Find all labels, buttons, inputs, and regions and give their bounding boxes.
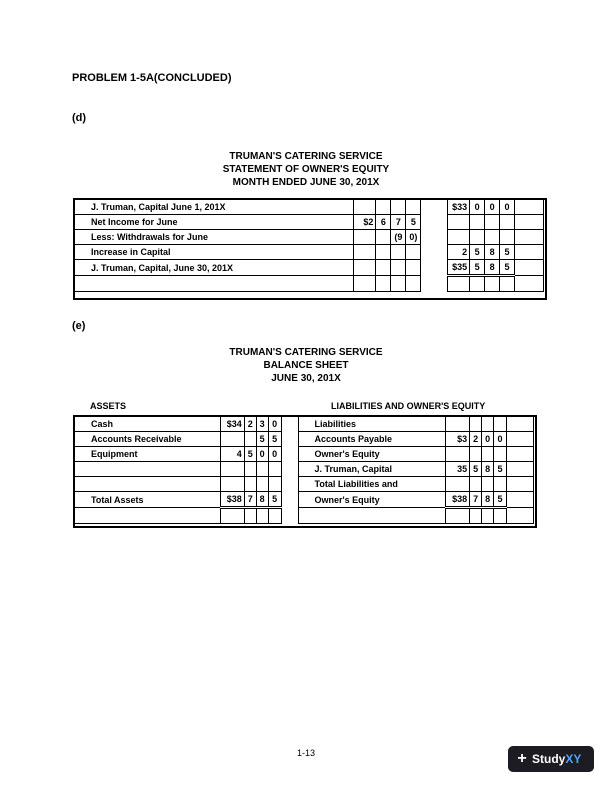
asset-description bbox=[75, 477, 221, 492]
asset-description: Accounts Receivable bbox=[75, 432, 221, 447]
asset-amount-digit: 5 bbox=[244, 447, 256, 462]
asset-amount-digit bbox=[220, 477, 244, 492]
asset-amount-digit bbox=[244, 462, 256, 477]
asset-amount-digit: $38 bbox=[220, 492, 244, 508]
table-row bbox=[75, 477, 534, 492]
asset-amount-digit bbox=[256, 508, 268, 524]
left-amount-digit bbox=[354, 276, 376, 292]
liability-amount-digit bbox=[482, 447, 494, 462]
liability-amount-digit: 8 bbox=[482, 492, 494, 508]
liability-amount-digit bbox=[470, 477, 482, 492]
part-d-statement-title: STATEMENT OF OWNER'S EQUITY bbox=[222, 164, 390, 175]
table-row bbox=[75, 276, 544, 292]
left-amount-digit bbox=[354, 200, 376, 215]
asset-amount-digit: $34 bbox=[220, 417, 244, 432]
liability-amount-digit: 5 bbox=[470, 462, 482, 477]
asset-amount-digit bbox=[256, 462, 268, 477]
asset-amount-digit: 0 bbox=[268, 417, 281, 432]
row-description bbox=[75, 276, 354, 292]
column-spacer bbox=[421, 276, 448, 292]
right-amount-digit: 0 bbox=[485, 200, 500, 215]
liability-amount-digit bbox=[482, 477, 494, 492]
table-row bbox=[75, 230, 544, 245]
table-row bbox=[75, 492, 534, 508]
liability-amount-digit bbox=[470, 508, 482, 524]
column-spacer bbox=[421, 230, 448, 245]
row-description: Net Income for June bbox=[75, 215, 354, 230]
trailing-cell bbox=[507, 417, 534, 432]
asset-amount-digit: 5 bbox=[256, 432, 268, 447]
right-amount-digit bbox=[500, 230, 515, 245]
liability-amount-digit bbox=[494, 447, 507, 462]
right-amount-digit: 5 bbox=[500, 260, 515, 276]
right-amount-digit bbox=[485, 215, 500, 230]
asset-amount-digit bbox=[220, 462, 244, 477]
left-amount-digit bbox=[406, 276, 421, 292]
left-amount-digit bbox=[391, 260, 406, 276]
column-spacer bbox=[421, 245, 448, 260]
badge-text: Study bbox=[532, 752, 566, 766]
column-spacer bbox=[281, 508, 298, 524]
plus-icon: + bbox=[517, 750, 527, 767]
liability-description: Owner's Equity bbox=[298, 447, 446, 462]
table-row bbox=[75, 245, 544, 260]
studyxy-badge[interactable] bbox=[508, 746, 594, 772]
asset-amount-digit bbox=[268, 477, 281, 492]
liability-amount-digit bbox=[494, 477, 507, 492]
right-amount-digit bbox=[485, 276, 500, 292]
right-amount-digit: 0 bbox=[500, 200, 515, 215]
right-amount-digit: 8 bbox=[485, 260, 500, 276]
left-amount-digit bbox=[376, 276, 391, 292]
asset-amount-digit bbox=[268, 508, 281, 524]
left-amount-digit: 7 bbox=[391, 215, 406, 230]
asset-description: Equipment bbox=[75, 447, 221, 462]
liability-description: Accounts Payable bbox=[298, 432, 446, 447]
asset-amount-digit bbox=[268, 462, 281, 477]
liability-amount-digit bbox=[446, 417, 470, 432]
left-amount-digit bbox=[376, 245, 391, 260]
column-spacer bbox=[421, 215, 448, 230]
part-e-company: TRUMAN'S CATERING SERVICE bbox=[229, 347, 383, 358]
row-description: Increase in Capital bbox=[75, 245, 354, 260]
trailing-cell bbox=[515, 215, 544, 230]
liability-description: Liabilities bbox=[298, 417, 446, 432]
badge-accent: XY bbox=[565, 752, 582, 766]
asset-amount-digit: 7 bbox=[244, 492, 256, 508]
column-spacer bbox=[421, 200, 448, 215]
right-amount-digit bbox=[448, 276, 470, 292]
asset-amount-digit: 4 bbox=[220, 447, 244, 462]
page-number: 1-13 bbox=[296, 748, 315, 758]
liability-amount-digit: 2 bbox=[470, 432, 482, 447]
right-amount-digit bbox=[485, 230, 500, 245]
liability-amount-digit bbox=[446, 508, 470, 524]
row-description: J. Truman, Capital June 1, 201X bbox=[75, 200, 354, 215]
left-amount-digit: 5 bbox=[406, 215, 421, 230]
left-amount-digit: $2 bbox=[354, 215, 376, 230]
part-d-header bbox=[0, 150, 612, 189]
left-amount-digit bbox=[406, 260, 421, 276]
row-description: Less: Withdrawals for June bbox=[75, 230, 354, 245]
column-spacer bbox=[281, 447, 298, 462]
asset-amount-digit bbox=[220, 508, 244, 524]
asset-description bbox=[75, 508, 221, 524]
asset-amount-digit bbox=[244, 477, 256, 492]
asset-amount-digit bbox=[256, 477, 268, 492]
column-spacer bbox=[281, 477, 298, 492]
left-amount-digit bbox=[391, 276, 406, 292]
asset-amount-digit: 5 bbox=[268, 432, 281, 447]
asset-amount-digit: 5 bbox=[268, 492, 281, 508]
right-amount-digit: $33 bbox=[448, 200, 470, 215]
liability-amount-digit bbox=[494, 417, 507, 432]
liability-amount-digit bbox=[446, 447, 470, 462]
asset-amount-digit bbox=[244, 432, 256, 447]
liability-amount-digit bbox=[470, 447, 482, 462]
left-amount-digit bbox=[376, 200, 391, 215]
liability-amount-digit: $3 bbox=[446, 432, 470, 447]
trailing-cell bbox=[507, 492, 534, 508]
trailing-cell bbox=[507, 432, 534, 447]
left-amount-digit bbox=[391, 200, 406, 215]
table-row bbox=[75, 462, 534, 477]
right-amount-digit: 5 bbox=[470, 260, 485, 276]
right-amount-digit bbox=[470, 230, 485, 245]
owners-equity-table bbox=[74, 199, 544, 292]
column-spacer bbox=[281, 432, 298, 447]
right-amount-digit: 2 bbox=[448, 245, 470, 260]
column-spacer bbox=[281, 417, 298, 432]
part-d-period: MONTH ENDED JUNE 30, 201X bbox=[232, 177, 380, 188]
row-description: J. Truman, Capital, June 30, 201X bbox=[75, 260, 354, 276]
right-amount-digit: $35 bbox=[448, 260, 470, 276]
table-row bbox=[75, 447, 534, 462]
liability-amount-digit: 35 bbox=[446, 462, 470, 477]
trailing-cell bbox=[507, 508, 534, 524]
left-amount-digit bbox=[376, 260, 391, 276]
liability-description: Total Liabilities and bbox=[298, 477, 446, 492]
left-amount-digit: 6 bbox=[376, 215, 391, 230]
left-amount-digit bbox=[354, 260, 376, 276]
trailing-cell bbox=[515, 230, 544, 245]
part-e-header bbox=[0, 346, 612, 385]
right-amount-digit bbox=[500, 276, 515, 292]
left-amount-digit bbox=[406, 245, 421, 260]
left-amount-digit bbox=[376, 230, 391, 245]
left-amount-digit bbox=[354, 245, 376, 260]
left-amount-digit bbox=[406, 200, 421, 215]
right-amount-digit: 5 bbox=[470, 245, 485, 260]
liability-amount-digit: 8 bbox=[482, 462, 494, 477]
liability-amount-digit: 7 bbox=[470, 492, 482, 508]
column-spacer bbox=[281, 462, 298, 477]
liability-amount-digit bbox=[482, 508, 494, 524]
trailing-cell bbox=[507, 477, 534, 492]
asset-amount-digit: 0 bbox=[268, 447, 281, 462]
assets-heading: ASSETS bbox=[90, 401, 127, 411]
table-row bbox=[75, 260, 544, 276]
right-amount-digit: 0 bbox=[470, 200, 485, 215]
liabilities-heading: LIABILITIES AND OWNER'S EQUITY bbox=[331, 401, 486, 411]
asset-description: Total Assets bbox=[75, 492, 221, 508]
right-amount-digit: 5 bbox=[500, 245, 515, 260]
problem-title: PROBLEM 1-5A(CONCLUDED) bbox=[72, 72, 232, 84]
liability-amount-digit: 5 bbox=[494, 492, 507, 508]
table-row bbox=[75, 215, 544, 230]
asset-description bbox=[75, 462, 221, 477]
column-spacer bbox=[281, 492, 298, 508]
trailing-cell bbox=[507, 447, 534, 462]
balance-sheet-table bbox=[74, 416, 534, 524]
part-e-statement-title: BALANCE SHEET bbox=[263, 360, 349, 371]
asset-amount-digit: 3 bbox=[256, 417, 268, 432]
right-amount-digit bbox=[448, 215, 470, 230]
left-amount-digit: 0) bbox=[406, 230, 421, 245]
left-amount-digit: (9 bbox=[391, 230, 406, 245]
liability-amount-digit bbox=[494, 508, 507, 524]
trailing-cell bbox=[515, 200, 544, 215]
table-row bbox=[75, 508, 534, 524]
right-amount-digit bbox=[470, 276, 485, 292]
liability-amount-digit bbox=[470, 417, 482, 432]
table-row bbox=[75, 417, 534, 432]
liability-amount-digit: $38 bbox=[446, 492, 470, 508]
part-d-company: TRUMAN'S CATERING SERVICE bbox=[229, 151, 383, 162]
liability-description: J. Truman, Capital bbox=[298, 462, 446, 477]
trailing-cell bbox=[515, 260, 544, 276]
table-row bbox=[75, 200, 544, 215]
liability-description bbox=[298, 508, 446, 524]
asset-amount-digit: 2 bbox=[244, 417, 256, 432]
right-amount-digit bbox=[470, 215, 485, 230]
table-row bbox=[75, 432, 534, 447]
asset-amount-digit bbox=[220, 432, 244, 447]
asset-amount-digit: 0 bbox=[256, 447, 268, 462]
asset-description: Cash bbox=[75, 417, 221, 432]
column-spacer bbox=[421, 260, 448, 276]
right-amount-digit: 8 bbox=[485, 245, 500, 260]
liability-amount-digit bbox=[482, 417, 494, 432]
part-e-date: JUNE 30, 201X bbox=[271, 373, 341, 384]
asset-amount-digit bbox=[244, 508, 256, 524]
liability-description: Owner's Equity bbox=[298, 492, 446, 508]
left-amount-digit bbox=[354, 230, 376, 245]
right-amount-digit bbox=[448, 230, 470, 245]
liability-amount-digit: 5 bbox=[494, 462, 507, 477]
trailing-cell bbox=[507, 462, 534, 477]
trailing-cell bbox=[515, 245, 544, 260]
right-amount-digit bbox=[500, 215, 515, 230]
part-d-label: (d) bbox=[72, 112, 87, 124]
trailing-cell bbox=[515, 276, 544, 292]
liability-amount-digit: 0 bbox=[482, 432, 494, 447]
part-e-label: (e) bbox=[72, 320, 86, 332]
left-amount-digit bbox=[391, 245, 406, 260]
liability-amount-digit bbox=[446, 477, 470, 492]
liability-amount-digit: 0 bbox=[494, 432, 507, 447]
asset-amount-digit: 8 bbox=[256, 492, 268, 508]
